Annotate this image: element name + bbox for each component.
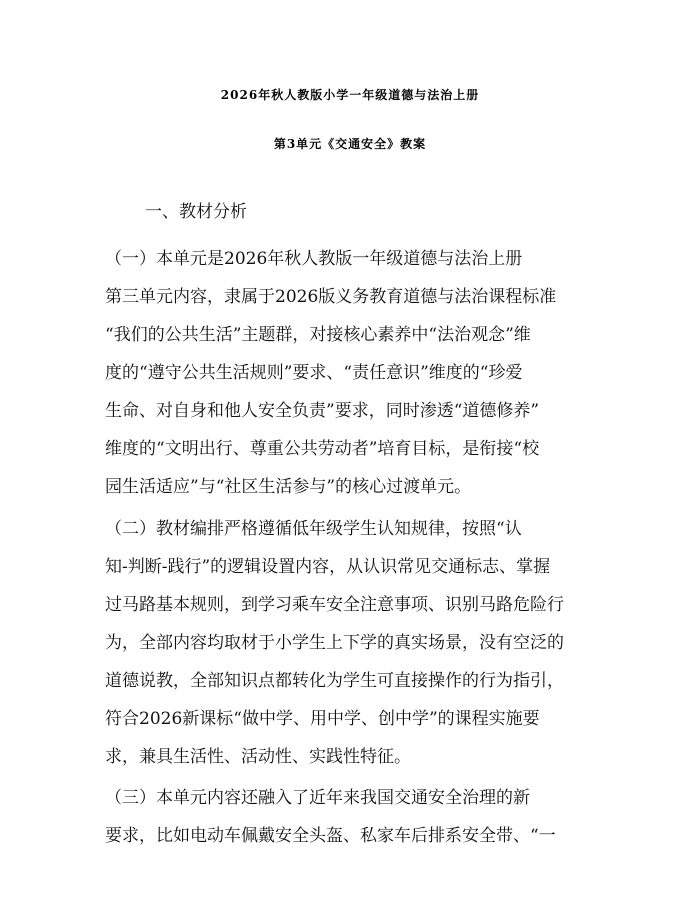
- paragraph-2-line: 符合2026新课标“做中学、用中学、创中学”的课程实施要: [105, 709, 540, 729]
- paragraph-2-line: 为，全部内容均取材于小学生上下学的真实场景，没有空泛的: [105, 633, 564, 653]
- paragraph-1-line: 维度的“文明出行、尊重公共劳动者”培育目标，是衔接“校: [105, 439, 540, 459]
- paragraph-1-line: “我们的公共生活”主题群，对接核心素养中“法治观念”维: [105, 325, 531, 345]
- paragraph-2-line: 求，兼具生活性、活动性、实践性特征。: [105, 747, 411, 767]
- paragraph-1-line: 园生活适应”与“社区生活参与”的核心过渡单元。: [105, 477, 472, 497]
- paragraph-2-line: 道德说教，全部知识点都转化为学生可直接操作的行为指引，: [105, 671, 564, 691]
- document-title-line-2: 第3单元《交通安全》教案: [273, 137, 427, 151]
- paragraph-2-line: 过马路基本规则，到学习乘车安全注意事项、识别马路危险行: [105, 595, 564, 615]
- paragraph-1-line: （一）本单元是2026年秋人教版一年级道德与法治上册: [105, 249, 523, 269]
- paragraph-3-line: 要求，比如电动车佩戴安全头盔、私家车后排系安全带、“一: [105, 826, 556, 846]
- paragraph-2-line: 知-判断-践行”的逻辑设置内容，从认识常见交通标志、掌握: [105, 557, 551, 577]
- section-heading: 一、教材分析: [145, 202, 247, 222]
- paragraph-1-line: 度的“遵守公共生活规则”要求、“责任意识”维度的“珍爱: [105, 363, 523, 383]
- document-title-line-1: 2026年秋人教版小学一年级道德与法治上册: [220, 88, 480, 102]
- paragraph-1-line: 第三单元内容，隶属于2026版义务教育道德与法治课程标准: [105, 287, 557, 307]
- paragraph-3-line: （三）本单元内容还融入了近年来我国交通安全治理的新: [105, 788, 530, 808]
- paragraph-1-line: 生命、对自身和他人安全负责”要求，同时渗透“道德修养”: [105, 401, 540, 421]
- paragraph-2-line: （二）教材编排严格遵循低年级学生认知规律，按照“认: [105, 519, 522, 539]
